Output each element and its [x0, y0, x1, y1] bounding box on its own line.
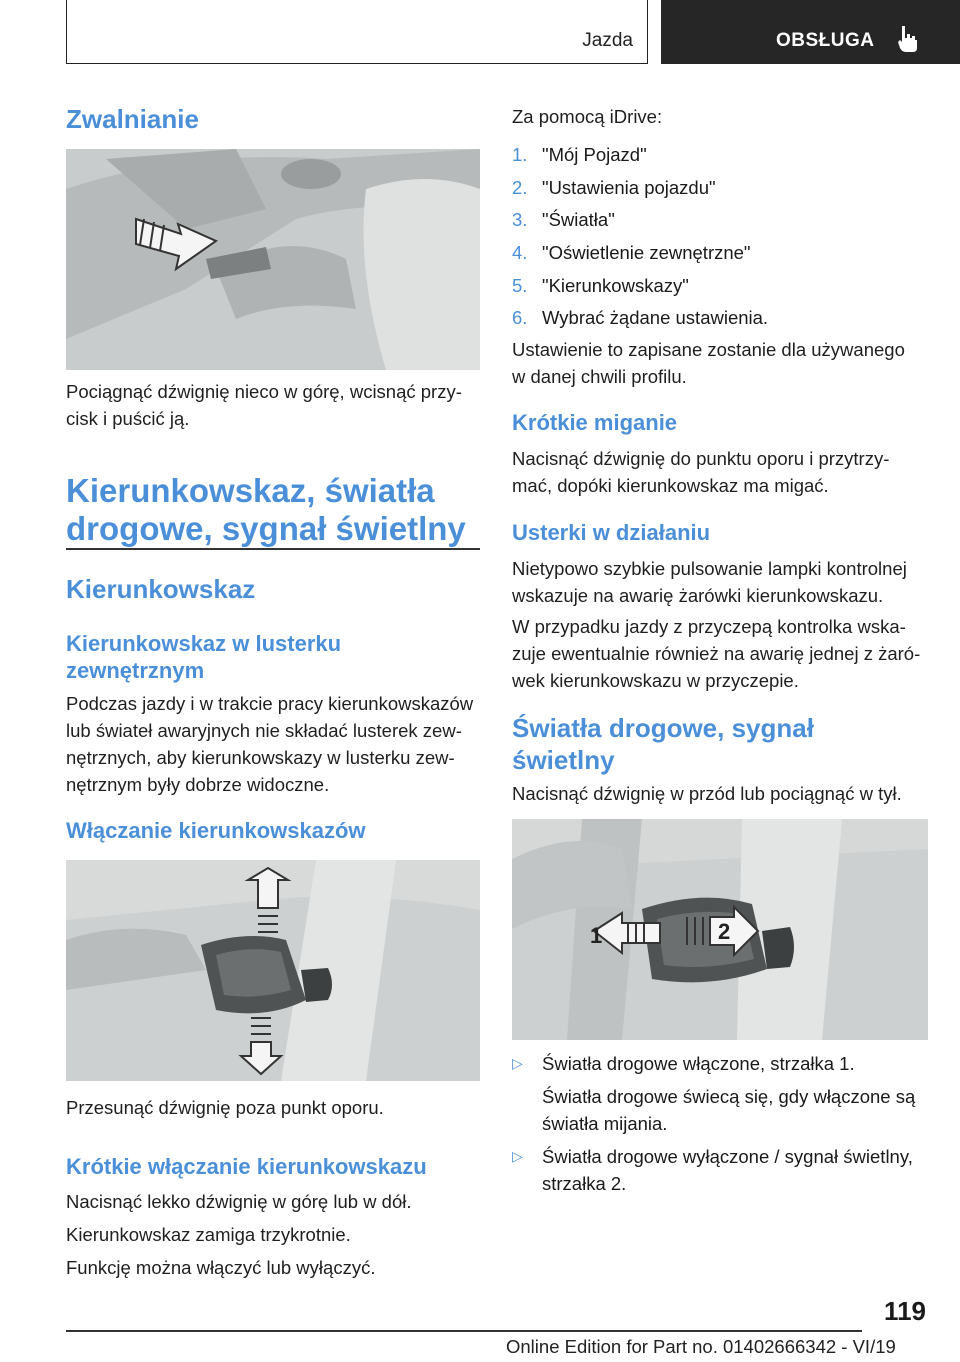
step-text: "Ustawienia pojazdu" — [542, 176, 716, 198]
step-number: 2. — [512, 176, 528, 198]
figure-label-1: 1 — [590, 923, 603, 948]
bullet-1-sub-line-2: światła mijania. — [542, 1113, 668, 1134]
step-text: "Oświetlenie zewnętrzne" — [542, 242, 751, 264]
step-text: "Kierunkowskazy" — [542, 274, 689, 296]
list-item — [512, 206, 928, 239]
step-text: "Światła" — [542, 209, 615, 231]
section-tab[interactable] — [661, 0, 960, 64]
swiatla-line: Nacisnąć dźwignię w przód lub pociągnąć w tył. — [512, 783, 902, 804]
footer-divider — [66, 1330, 862, 1332]
lusterko-line-1: Podczas jazdy i w trakcie pracy kierunkowskazów — [66, 693, 474, 714]
swiatla-paragraph — [512, 780, 942, 807]
list-item — [512, 304, 928, 337]
idrive-steps-list — [512, 141, 928, 337]
list-item — [512, 272, 928, 305]
step-number: 6. — [512, 307, 528, 329]
step-number: 1. — [512, 144, 528, 165]
krotkie-wl-line-1: Nacisnąć lekko dźwignię w górę lub w dół. — [66, 1191, 412, 1212]
usterki-line-5: wek kierunkowskazu w przyczepie. — [512, 670, 799, 691]
step-text: Wybrać żądane ustawienia. — [542, 307, 769, 329]
usterki-line-1: Nietypowo szybkie pulsowanie lampki kontrolnej — [512, 558, 907, 579]
idrive-intro — [512, 103, 662, 130]
header-chapter-box — [66, 0, 648, 64]
lusterko-heading-line-2: zewnętrznym — [66, 658, 205, 683]
figure-high-beam-lever — [512, 819, 928, 1040]
usterki-line-2: wskazuje na awarię żarówki kierunkowskazu. — [512, 585, 884, 606]
lusterko-line-3: nętrznych, aby kierunkowskazy w lusterku zew‐ — [66, 747, 455, 768]
high-beam-bullets — [512, 1050, 932, 1197]
lusterko-heading-line-1: Kierunkowskaz w lusterku — [66, 631, 342, 656]
list-item — [512, 1143, 932, 1197]
lusterko-heading — [66, 630, 341, 684]
main-title-line-2: drogowe, sygnał świetlny — [66, 510, 466, 547]
usterki-paragraph-1 — [512, 555, 928, 609]
list-item — [512, 174, 928, 207]
krotkie-wlaczanie-paragraphs — [66, 1188, 480, 1281]
bullet-1-sub-line-1: Światła drogowe świecą się, gdy włączone są — [542, 1086, 916, 1107]
zwalnianie-line-2: cisk i puścić ją. — [66, 408, 190, 429]
section-divider — [66, 548, 480, 550]
saved-line-1: Ustawienie to zapisane zostanie dla używanego — [512, 339, 905, 360]
krotkie-wl-line-3: Funkcję można włączyć lub wyłączyć. — [66, 1257, 376, 1278]
swiatla-heading-line-1: Światła drogowe, sygnał — [512, 713, 814, 743]
chapter-title: Jazda — [582, 30, 633, 51]
wlaczanie-heading: Włączanie kierunkowskazów — [66, 818, 366, 843]
triangle-bullet-icon: ▷ — [512, 1148, 523, 1164]
krotkie-wl-line-2: Kierunkowskaz zamiga trzykrotnie. — [66, 1224, 351, 1245]
swiatla-heading — [512, 712, 814, 776]
lusterko-paragraph — [66, 690, 480, 798]
figure-handbrake — [66, 149, 480, 370]
bullet-2-main: Światła drogowe wyłączone / sygnał świetlny, — [542, 1146, 913, 1167]
wlaczanie-line: Przesunąć dźwignię poza punkt oporu. — [66, 1097, 384, 1118]
krotkie-wlaczanie-heading: Krótkie włączanie kierunkowskazu — [66, 1154, 427, 1179]
miganie-paragraph — [512, 445, 928, 499]
miganie-line-1: Nacisnąć dźwignię do punktu oporu i przytrzy‐ — [512, 448, 890, 469]
step-number: 5. — [512, 274, 528, 296]
zwalnianie-heading: Zwalnianie — [66, 104, 199, 134]
figure-turn-signal-lever — [66, 860, 480, 1081]
bullet-1-main: Światła drogowe włączone, strzałka 1. — [542, 1053, 855, 1074]
list-item — [512, 141, 928, 174]
main-section-title — [66, 472, 466, 548]
usterki-paragraph-2 — [512, 613, 942, 694]
triangle-bullet-icon: ▷ — [512, 1055, 523, 1071]
step-number: 3. — [512, 209, 528, 231]
swiatla-heading-line-2: świetlny — [512, 745, 615, 775]
bullet-2-sub: strzałka 2. — [542, 1173, 627, 1194]
idrive-intro-text: Za pomocą iDrive: — [512, 106, 663, 127]
usterki-line-3: W przypadku jazdy z przyczepą kontrolka wska‐ — [512, 616, 906, 637]
zwalnianie-line-1: Pociągnąć dźwignię nieco w górę, wcisnąć przy‐ — [66, 381, 462, 402]
usterki-line-4: zuje ewentualnie również na awarię jednej z żaró‐ — [512, 643, 921, 664]
edition-footer: Online Edition for Part no. 01402666342 - VI/19 — [506, 1336, 896, 1357]
step-number: 4. — [512, 242, 528, 264]
section-tab-label: OBSŁUGA — [776, 30, 875, 51]
zwalnianie-paragraph — [66, 378, 480, 432]
lusterko-line-4: nętrznym były dobrze widoczne. — [66, 774, 330, 795]
saved-paragraph — [512, 336, 928, 390]
lusterko-line-2: lub świateł awaryjnych nie składać lusterek zew‐ — [66, 720, 462, 741]
usterki-heading: Usterki w działaniu — [512, 520, 711, 545]
page-number: 119 — [884, 1296, 926, 1326]
miganie-line-2: mać, dopóki kierunkowskaz ma migać. — [512, 475, 829, 496]
list-item — [512, 1050, 932, 1137]
step-text: "Mój Pojazd" — [542, 144, 647, 165]
kierunkowskaz-heading: Kierunkowskaz — [66, 574, 256, 604]
main-title-line-1: Kierunkowskaz, światła — [66, 472, 435, 509]
saved-line-2: w danej chwili profilu. — [512, 366, 687, 387]
wlaczanie-paragraph — [66, 1094, 384, 1121]
figure-label-2: 2 — [718, 919, 731, 944]
list-item — [512, 239, 928, 272]
miganie-heading: Krótkie miganie — [512, 410, 678, 435]
pointing-hand-icon — [897, 24, 919, 54]
